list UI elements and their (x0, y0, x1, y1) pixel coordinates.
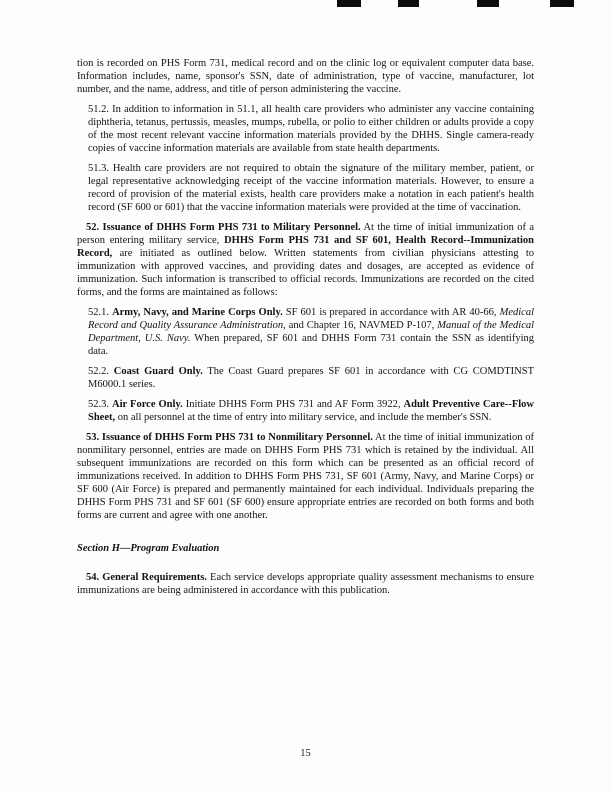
text-run: 52.2. (88, 366, 114, 377)
text-run: 52. Issuance of DHHS Form PHS 731 to Military Personnel. (86, 222, 361, 233)
text-run: Initiate DHHS Form PHS 731 and AF Form 3922, (182, 399, 404, 410)
page-number: 15 (300, 748, 311, 759)
paragraph-52-2 (88, 365, 534, 391)
scan-artifact-mark (550, 0, 574, 7)
text-run: When prepared, SF 601 and DHHS Form 731 contain the SSN as identifying data. (88, 333, 534, 357)
text-run: Air Force Only. (112, 399, 183, 410)
text-run: The Coast Guard prepares SF 601 in accordance with CG COMDTINST M6000.1 series. (88, 366, 534, 390)
text-run: DHHS Form PHS 731 and SF 601, Health Record--Immunization Record, (77, 235, 535, 259)
paragraph-54 (77, 571, 534, 597)
text-run: 52.1. (88, 307, 113, 318)
text-run: At the time of initial immunization of a person entering military service, (77, 222, 534, 246)
text-run: At the time of initial immunization of nonmilitary personnel, entries are made on DHHS Form PHS 731 which is retained by the individual. All subsequent immunizations are recorded on this form which can be presented as an official record of immunizations received. In addition to DHHS Form PHS 731, SF 601 (Army, Navy, and Marine Corps) or SF 600 (Air Force) is prepared and permanently maintained for each individual. Individuals preparing the DHHS Form PHS 731 and SF 601 (SF 600) ensure appropriate entries are recorded on both forms and both forms are current and agree with one another. (77, 432, 534, 521)
text-run: 51.3. Health care providers are not required to obtain the signature of the military member, patient, or legal representative acknowledging receipt of the vaccine information materials. However, to ensure a record of provision of the material exists, health care providers make a notation in each patient's health record (SF 600 or 601) that the vaccine information materials were provided at the time of vaccination. (88, 163, 534, 213)
scan-artifact-mark (337, 0, 361, 7)
text-run: 51.2. In addition to information in 51.1, all health care providers who administer any vaccine containing diphtheria, tetanus, pertussis, measles, mumps, rubella, or polio to either children or adults provide a copy of the most recent relevant vaccine information materials provided by the DHHS. Single camera-ready copies of vaccine information materials are available from state health departments. (88, 104, 534, 154)
paragraph-52 (77, 221, 534, 299)
paragraph-52-3 (88, 398, 534, 424)
text-run: Manual of the Medical Department, U.S. Navy. (88, 320, 535, 344)
text-run: Each service develops appropriate quality assessment mechanisms to ensure immunizations are being administered in accordance with this publication. (77, 572, 534, 596)
text-run: and Chapter 16, NAVMED P-107, (285, 320, 438, 331)
text-run: Army, Navy, and Marine Corps Only. (112, 307, 283, 318)
text-run: tion is recorded on PHS Form 731, medical record and on the clinic log or equivalent computer data base. Information includes, name, sponsor's SSN, date of administration, type of vaccine, manufacturer, lot number, and the name, address, and title of person administering the vaccine. (77, 58, 534, 95)
text-run: Coast Guard Only. (113, 366, 203, 377)
paragraph-51-1-continuation (77, 57, 534, 96)
scan-artifact-mark (398, 0, 419, 7)
text-run: Section H—Program Evaluation (77, 543, 220, 554)
text-run: SF 601 is prepared in accordance with AR 40-66, (282, 307, 500, 318)
paragraph-52-1 (88, 306, 534, 358)
text-run: on all personnel at the time of entry into military service, and include the member's SSN. (115, 412, 492, 423)
page-body-text (77, 57, 534, 604)
text-run: 53. Issuance of DHHS Form PHS 731 to Nonmilitary Personnel. (86, 432, 373, 443)
paragraph-51-3 (88, 162, 534, 214)
text-run: Medical Record and Quality Assurance Administration, (88, 307, 534, 331)
paragraph-51-2 (88, 103, 534, 155)
text-run: 52.3. (88, 399, 113, 410)
section-h-heading (77, 542, 534, 555)
paragraph-53 (77, 431, 534, 522)
text-run: 54. General Requirements. (86, 572, 207, 583)
scan-artifact-mark (477, 0, 499, 7)
text-run: are initiated as outlined below. Written statements from civilian physicians attesting to immunization with approved vaccines, and providing dates and dosages, are accepted as evidence of immunization. Such information is transcribed to official records. Immunizations are recorded on the cited forms, and the forms are maintained as follows: (77, 248, 534, 298)
text-run: Adult Preventive Care--Flow Sheet, (88, 399, 534, 423)
